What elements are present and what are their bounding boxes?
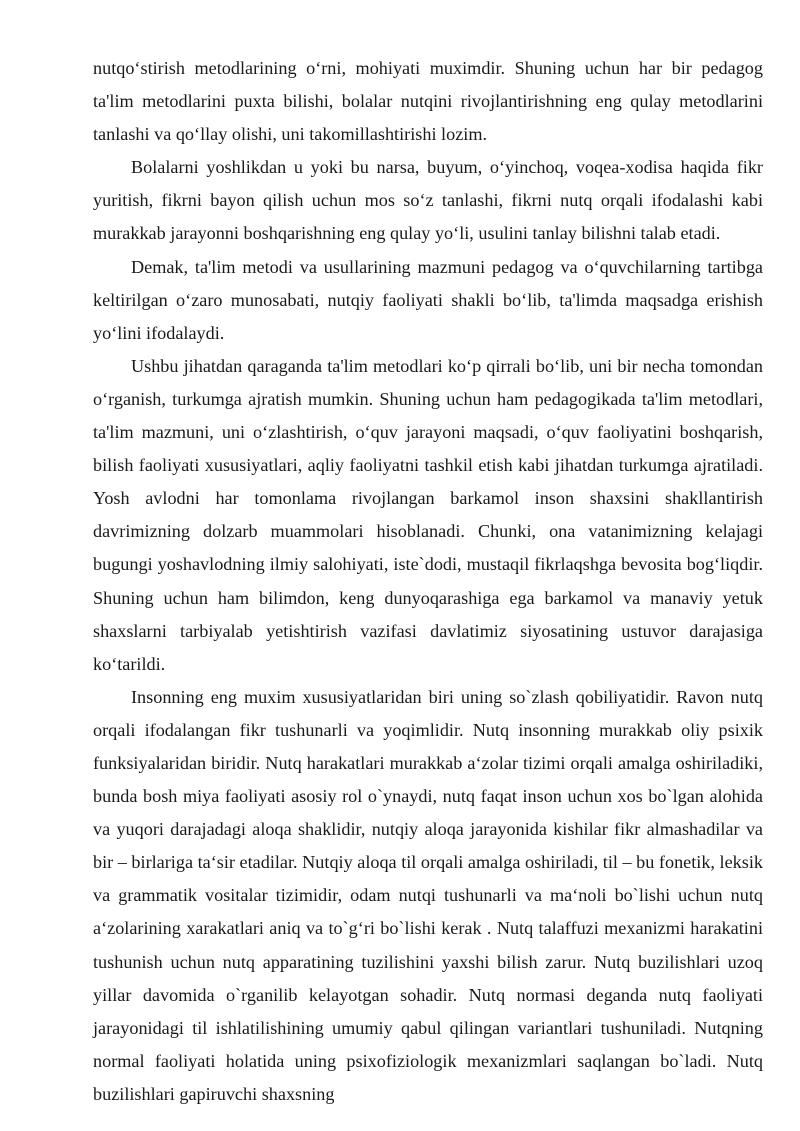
paragraph-2: Bolalarni yoshlikdan u yoki bu narsa, buyum, o‘yinchoq, voqea-xodisa haqida fikr yuritish, fikrni bayon qilish uchun mos so‘z tanlashi, fikrni nutq orqali ifodalashi kabi murakkab jarayonni boshqarishning eng qulay yo‘li, usulini tanlay bilishni talab etadi. xyxy=(93,157,763,244)
paragraph-4: Ushbu jihatdan qaraganda ta'lim metodlari ko‘p qirrali bo‘lib, uni bir necha tomondan o‘rganish, turkumga ajratish mumkin. Shuning uchun ham pedagogikada ta'lim metodlari, ta'lim mazmuni, uni o‘zlashtirish, o‘quv jarayoni maqsadi, o‘quv faoliyatini boshqarish, bilish faoliyati xususiyatlari, aqliy faoliyatni tashkil etish kabi jihatdan turkumga ajratiladi. Yosh avlodni har tomonlama rivojlangan barkamol inson shaxsini shakllantirish davrimizning dolzarb muammolari hisoblanadi. Chunki, ona vatanimizning kelajagi bugungi yoshavlodning ilmiy salohiyati, iste`dodi, mustaqil fikrlaqshga bevosita bog‘liqdir. Shuning uchun ham bilimdon, keng dunyoqarashiga ega barkamol va manaviy yetuk shaxslarni tarbiyalab yetishtirish vazifasi davlatimiz siyosatining ustuvor darajasiga ko‘tarildi. xyxy=(93,355,763,674)
paragraph-3: Demak, ta'lim metodi va usullarining mazmuni pedagog va o‘quvchilarning tartibga keltirilgan o‘zaro munosabati, nutqiy faoliyati shakli bo‘lib, ta'limda maqsadga erishish yo‘lini ifodalaydi. xyxy=(93,256,763,343)
paragraph-5: Insonning eng muxim xususiyatlaridan biri uning so`zlash qobiliyatidir. Ravon nutq orqali ifodalangan fikr tushunarli va yoqimlidir. Nutq insonning murakkab oliy psixik funksiyalaridan biridir. Nutq harakatlari murakkab a‘zolar tizimi orqali amalga oshiriladiki, bunda bosh miya faoliyati asosiy rol o`ynaydi, nutq faqat inson uchun xos bo`lgan alohida va yuqori darajadagi aloqa shaklidir, nutqiy aloqa jarayonida kishilar fikr almashadilar va bir – birlariga ta‘sir etadilar. Nutqiy aloqa til orqali amalga oshiriladi, til – bu fonetik, leksik va grammatik vositalar tizimidir, odam nutqi tushunarli va ma‘noli bo`lishi uchun nutq a‘zolarining xarakatlari aniq va to`g‘ri bo`lishi kerak . Nutq talaffuzi mexanizmi harakatini tushunish uchun nutq apparatining tuzilishini yaxshi bilish zarur. Nutq buzilishlari uzoq yillar davomida o`rganilib kelayotgan sohadir. Nutq normasi deganda nutq faoliyati jarayonidagi til ishlatilishining umumiy qabul qilingan variantlari tushuniladi. Nutqning normal faoliyati holatida uning psixofiziologik mexanizmlari saqlangan bo`ladi. Nutq buzilishlari gapiruvchi shaxsning xyxy=(93,686,763,1104)
paragraph-1: nutqo‘stirish metodlarining o‘rni, mohiyati muximdir. Shuning uchun har bir pedagog ta'lim metodlarini puxta bilishi, bolalar nutqini rivojlantirishning eng qulay metodlarini tanlashi va qo‘llay olishi, uni takomillashtirishi lozim. xyxy=(93,58,763,145)
document-body xyxy=(93,52,763,1111)
